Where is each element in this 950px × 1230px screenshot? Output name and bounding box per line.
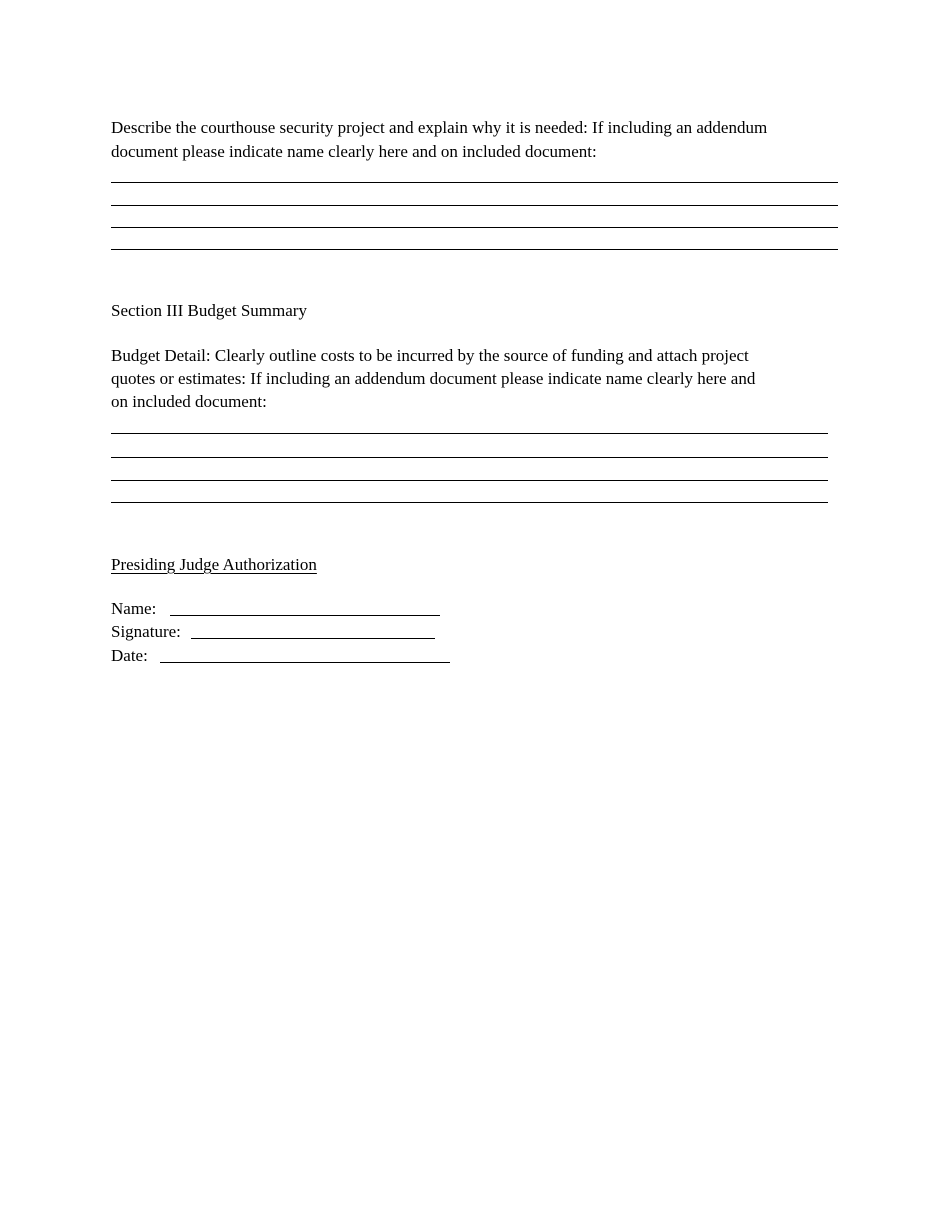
project-prompt-line-1: Describe the courthouse security project and explain why it is needed: If including an addendum: [111, 118, 768, 137]
name-field-line[interactable]: [170, 615, 440, 616]
date-field-line[interactable]: [160, 662, 450, 663]
authorization-heading: Presiding Judge Authorization: [111, 555, 317, 574]
project-answer-line-3[interactable]: [111, 227, 838, 228]
signature-field-row: [111, 620, 451, 643]
date-label: Date:: [111, 646, 148, 665]
budget-answer-line-3[interactable]: [111, 480, 828, 481]
budget-prompt-line-2: quotes or estimates: If including an addendum document please indicate name clearly here and: [111, 369, 756, 388]
signature-label: Signature:: [111, 622, 181, 641]
budget-answer-line-1[interactable]: [111, 433, 828, 434]
name-field-row: [111, 597, 451, 620]
signature-field-line[interactable]: [191, 638, 435, 639]
budget-section-heading: Section III Budget Summary: [111, 301, 307, 320]
name-label: Name:: [111, 599, 157, 618]
budget-prompt-line-3: on included document:: [111, 392, 267, 411]
project-answer-line-4[interactable]: [111, 249, 838, 250]
date-field-row: [111, 644, 451, 667]
project-answer-line-2[interactable]: [111, 205, 838, 206]
budget-answer-line-4[interactable]: [111, 502, 828, 503]
project-prompt-line-2: document please indicate name clearly here and on included document:: [111, 142, 597, 161]
project-answer-line-1[interactable]: [111, 182, 838, 183]
budget-answer-line-2[interactable]: [111, 457, 828, 458]
budget-prompt-line-1: Budget Detail: Clearly outline costs to be incurred by the source of funding and attach project: [111, 346, 749, 365]
